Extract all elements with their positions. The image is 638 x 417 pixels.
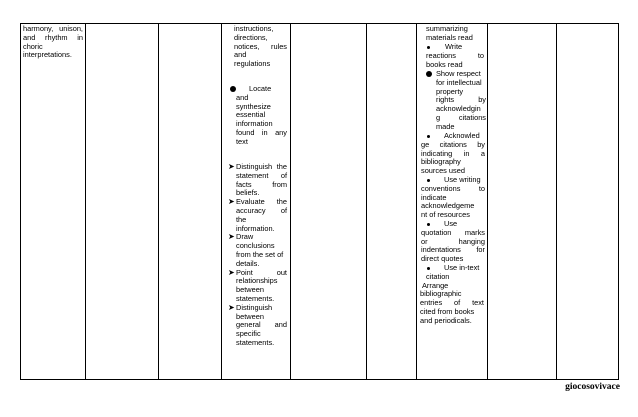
text-line: Point out [236,267,287,277]
text-line: Arrange [422,280,449,290]
text-line: Use writing [444,175,481,184]
list-item [421,220,485,264]
list-item [236,233,287,268]
text-line: Show respect [436,69,481,78]
text-line: from the set of [236,249,284,259]
text-line: statement of [236,170,287,180]
text-line: harmony, unison, [23,24,83,33]
column-divider [221,23,222,380]
table-top-border [20,23,619,24]
cell-competency-text [23,25,83,60]
text-line: between [236,285,264,295]
list-item [421,264,485,282]
arrow-bullet-icon: ➤ [228,232,235,242]
text-line: ge citations by [421,139,485,149]
column-divider [618,23,619,380]
text-line: and [236,92,249,102]
list-item [421,132,485,176]
text-line: relationships [236,276,278,286]
text-line: Distinguish [236,302,273,312]
table-bottom-border [20,379,619,380]
list-item [236,269,287,304]
text-line: reactions to [426,50,484,60]
text-line: Distinguish the [236,162,287,171]
text-line: quotation marks [421,227,485,237]
text-line: Draw [236,232,254,242]
text-line: entries of text [420,298,484,308]
text-line: books read [426,59,463,69]
text-line: Evaluate the [236,197,287,207]
text-line: Use in-text [444,263,480,272]
list-item [236,304,287,348]
text-line: citation [426,271,450,281]
text-line: summarizing [426,24,468,33]
arrow-bullet-icon: ➤ [228,162,235,171]
arrow-bullet-icon: ➤ [228,267,235,277]
text-line: conclusions [236,241,275,251]
text-line: sources used [421,166,465,176]
text-line: essential [236,110,266,120]
text-line: statements. [236,337,275,347]
text-line: Acknowled [444,131,480,140]
list-item [236,163,287,198]
column-divider [290,23,291,380]
text-line: acknowledgeme [421,201,475,211]
text-line: text [236,136,248,146]
column-divider [20,23,21,380]
text-line: statements. [236,293,275,303]
bullet-icon [426,71,432,77]
column-divider [158,23,159,380]
text-line: details. [236,258,260,268]
text-line: acknowledgin [436,104,481,114]
text-line: property [436,86,464,96]
text-line: made [436,121,455,131]
text-line: bibliography [421,157,461,167]
list-item [436,70,486,132]
text-line: Use [444,219,458,228]
text-line: facts from [236,179,287,189]
text-line: indentations for [421,245,485,255]
curriculum-table [20,23,619,380]
text-line: Locate [249,84,272,93]
footer-watermark: giocosovivace [565,382,620,392]
text-line: and rhythm in [23,32,83,42]
column-divider [85,23,86,380]
text-line: and [234,50,247,60]
column-divider [487,23,488,380]
text-line: instructions, [234,24,274,33]
cell-locate [236,85,287,147]
text-line: between [236,311,264,321]
list-item [421,176,485,220]
cell-top-lines [234,25,287,69]
text-line: specific [236,329,261,339]
text-line: for intellectual [436,77,482,87]
column-divider [416,23,417,380]
text-line: cited from books [420,306,475,316]
arrow-bullet-icon: ➤ [228,302,235,312]
text-line: direct quotes [421,254,464,264]
text-line: or hanging [421,236,485,246]
text-line: materials read [426,32,473,42]
text-line: information. [236,223,275,233]
text-line: indicate [421,192,447,202]
arrow-bullet-icon: ➤ [228,197,235,207]
text-line: synthesize [236,101,271,111]
text-line: beliefs. [236,188,260,198]
list-item [236,198,287,233]
text-line: conventions to [421,183,485,193]
text-line: regulations [234,59,271,69]
text-line: the [236,214,247,224]
text-line: choric [23,41,43,51]
text-line: rights by [436,95,486,105]
column-divider [556,23,557,380]
text-line: found in any [236,127,287,137]
text-line: notices, rules [234,41,287,51]
text-line: general and [236,320,287,330]
text-line: interpretations. [23,50,72,60]
text-line: indicating in a [421,148,485,158]
text-line: information [236,119,273,129]
text-line: g citations [436,112,486,122]
text-line: Write [445,42,463,51]
text-line: and periodicals. [420,315,472,325]
list-item [421,43,484,69]
cell-arrange [420,282,484,326]
column-divider [366,23,367,380]
text-line: directions, [234,32,268,42]
cell-top-lines [426,25,484,43]
text-line: accuracy of [236,205,287,215]
text-line: nt of resources [421,210,470,220]
text-line: bibliographic [420,289,462,299]
